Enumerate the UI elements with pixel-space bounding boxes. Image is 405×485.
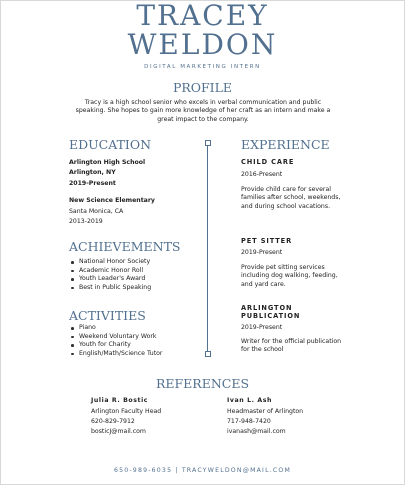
list-item: National Honor Society xyxy=(69,258,151,267)
job-years: 2019-Present xyxy=(241,249,283,256)
profile-heading: PROFILE xyxy=(172,80,233,95)
first-name: TRACEY xyxy=(136,0,269,32)
profile-text: Tracy is a high school senior who excels in verbal communication and public speaking. She hopes to gain more knowledge of her craft as an intern and make a great impact to the company. xyxy=(75,99,331,123)
reference-email[interactable]: ivanash@mail.com xyxy=(227,428,286,435)
school-name: New Science Elementary xyxy=(69,197,155,204)
reference-phone: 620-829-7912 xyxy=(91,418,135,425)
list-item: Youth Leader's Award xyxy=(69,275,151,284)
job-years: 2019-Present xyxy=(241,324,283,331)
school-years: 2019-Present xyxy=(69,180,116,187)
list-item: Piano xyxy=(69,324,162,333)
job-years: 2016-Present xyxy=(241,171,283,178)
education-heading: EDUCATION xyxy=(69,137,152,152)
divider-top-marker xyxy=(205,140,211,146)
list-item: English/Math/Science Tutor xyxy=(69,350,162,359)
activities-heading: ACTIVITIES xyxy=(69,308,146,323)
list-item: Academic Honor Roll xyxy=(69,267,151,276)
reference-position: Headmaster of Arlington xyxy=(227,408,304,415)
list-item: Best in Public Speaking xyxy=(69,284,151,293)
list-item: Youth for Charity xyxy=(69,341,162,350)
references-heading: REFERENCES xyxy=(155,376,250,391)
job-description: Writer for the official publication for the school xyxy=(241,338,342,354)
achievements-heading: ACHIEVEMENTS xyxy=(69,239,181,254)
job-title: PET SITTER xyxy=(241,237,293,245)
experience-heading: EXPERIENCE xyxy=(241,137,330,152)
school-location: Arlington, NY xyxy=(69,169,116,176)
job-title: CHILD CARE xyxy=(241,158,295,166)
activities-list xyxy=(69,324,162,358)
reference-email[interactable]: bosticJ@mail.com xyxy=(91,428,146,435)
timeline-divider xyxy=(207,143,208,355)
reference-name: Ivan L. Ash xyxy=(227,397,272,404)
divider-bottom-marker xyxy=(205,351,211,357)
footer-contact: 650-989-6035 | TRACYWELDON@MAIL.COM xyxy=(113,467,292,474)
job-description: Provide child care for several families after school, weekends, and during school vacations. xyxy=(241,186,341,210)
job-title: ARLINGTON PUBLICATION xyxy=(241,304,301,321)
reference-name: Julia R. Bostic xyxy=(91,397,149,404)
school-name: Arlington High School xyxy=(69,159,146,166)
achievements-list xyxy=(69,258,151,292)
job-description: Provide pet sitting services including dog walking, feeding, and yard care. xyxy=(241,264,338,288)
reference-position: Arlington Faculty Head xyxy=(91,408,162,415)
list-item: Weekend Voluntary Work xyxy=(69,333,162,342)
school-years: 2013-2019 xyxy=(69,218,103,225)
job-subtitle: DIGITAL MARKETING INTERN xyxy=(144,64,261,70)
school-location: Santa Monica, CA xyxy=(69,208,124,215)
last-name: WELDON xyxy=(127,28,278,61)
reference-phone: 717-948-7420 xyxy=(227,418,271,425)
